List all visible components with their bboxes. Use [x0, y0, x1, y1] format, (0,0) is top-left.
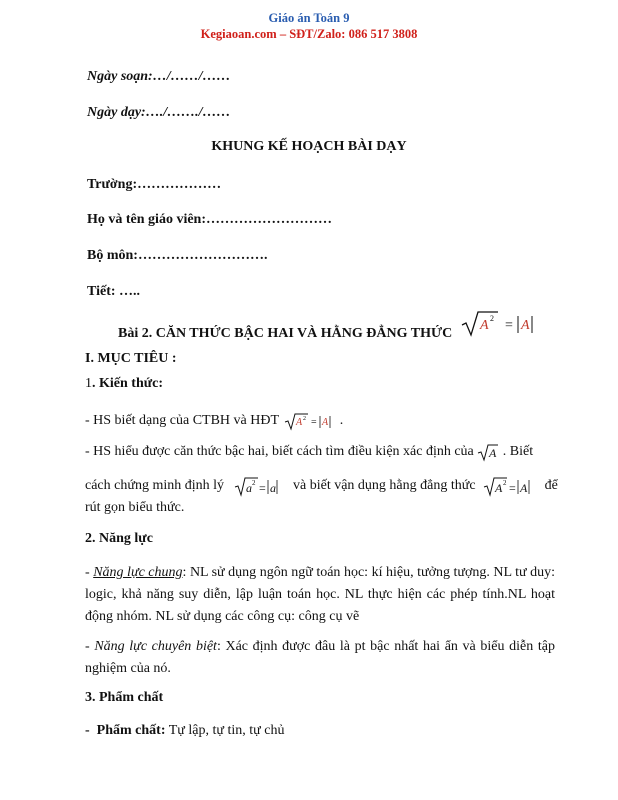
svg-text:A: A	[480, 318, 489, 333]
header-contact: Kegiaoan.com – SĐT/Zalo: 086 517 3808	[200, 27, 418, 41]
svg-text:A: A	[520, 481, 528, 495]
svg-text:A: A	[296, 417, 303, 428]
nang-luc-chuyen-biet: - Năng lực chuyên biệt: Xác định được đâu là pt bậc nhất hai ẩn và biểu diễn tập nghiệm của nó.	[85, 639, 556, 676]
theorem-formula	[234, 475, 284, 497]
lesson-title: Bài 2. CĂN THỨC BẬC HAI VÀ HẰNG ĐẲNG THỨC	[118, 326, 453, 341]
kien-thuc-line-3: cách chứng minh định lý a 2 = a và biết vận dụng hằng đẳng thức A 2 = A để	[85, 475, 558, 497]
header-title: Giáo án Toán 9	[268, 11, 350, 25]
svg-text:=: =	[509, 481, 516, 495]
nang-luc-chung-label: Năng lực chung	[93, 565, 183, 580]
svg-text:2: 2	[503, 479, 507, 487]
ngay-soan: Ngày soạn:…/……/……	[87, 69, 231, 84]
nang-luc-chung: - Năng lực chung: NL sử dụng ngôn ngữ toán học: kí hiệu, tưởng tượng. NL tư duy: logic, khả năng suy diễn, lập luận toán học. NL thực hiện các phép tính.NL hoạt động nhóm. NL sử dụng các công cụ: công cụ vẽ	[85, 565, 555, 624]
svg-text:A: A	[495, 481, 503, 495]
field-bo-mon: Bộ môn:……………………….	[87, 248, 268, 263]
field-truong: Trường:………………	[87, 177, 222, 192]
svg-text:A: A	[489, 446, 497, 460]
svg-text:a: a	[245, 481, 252, 495]
field-giao-vien: Họ và tên giáo viên:………………………	[87, 212, 332, 227]
nang-luc-chuyen-biet-label: Năng lực chuyên biệt	[94, 639, 217, 654]
section-kien-thuc: 1. Kiến thức:	[85, 376, 164, 391]
section-nang-luc: 2. Năng lực	[85, 531, 153, 546]
field-tiet: Tiết: …..	[87, 284, 141, 299]
kien-thuc-line-4: rút gọn biểu thức.	[85, 500, 185, 515]
svg-text:=: =	[258, 481, 266, 495]
svg-text:2: 2	[490, 314, 494, 323]
svg-text:A: A	[322, 417, 329, 428]
pham-chat-line: - Phẩm chất: Tự lập, tự tin, tự chủ	[85, 723, 285, 738]
section-muc-tieu: I. MỤC TIÊU :	[85, 351, 177, 366]
section-pham-chat: 3. Phẩm chất	[85, 690, 164, 705]
svg-text:A: A	[521, 318, 530, 333]
svg-text:=: =	[311, 417, 317, 428]
identity-formula-2	[483, 475, 533, 497]
svg-text:a: a	[269, 481, 276, 495]
kien-thuc-line-2: - HS hiểu được căn thức bậc hai, biết cách tìm điều kiện xác định của A . Biết	[85, 442, 533, 462]
svg-text:2: 2	[303, 416, 307, 422]
identity-formula-large	[460, 308, 540, 343]
ngay-day: Ngày dạy:…./……./……	[87, 105, 231, 120]
document-title: KHUNG KẾ HOẠCH BÀI DẠY	[211, 139, 407, 154]
identity-formula-small	[284, 411, 336, 431]
svg-text:2: 2	[251, 479, 256, 487]
sqrt-a-formula	[477, 442, 499, 462]
kien-thuc-line-1: - HS biết dạng của CTBH và HĐT A 2 = A .	[85, 411, 343, 431]
svg-text:=: =	[505, 318, 513, 333]
